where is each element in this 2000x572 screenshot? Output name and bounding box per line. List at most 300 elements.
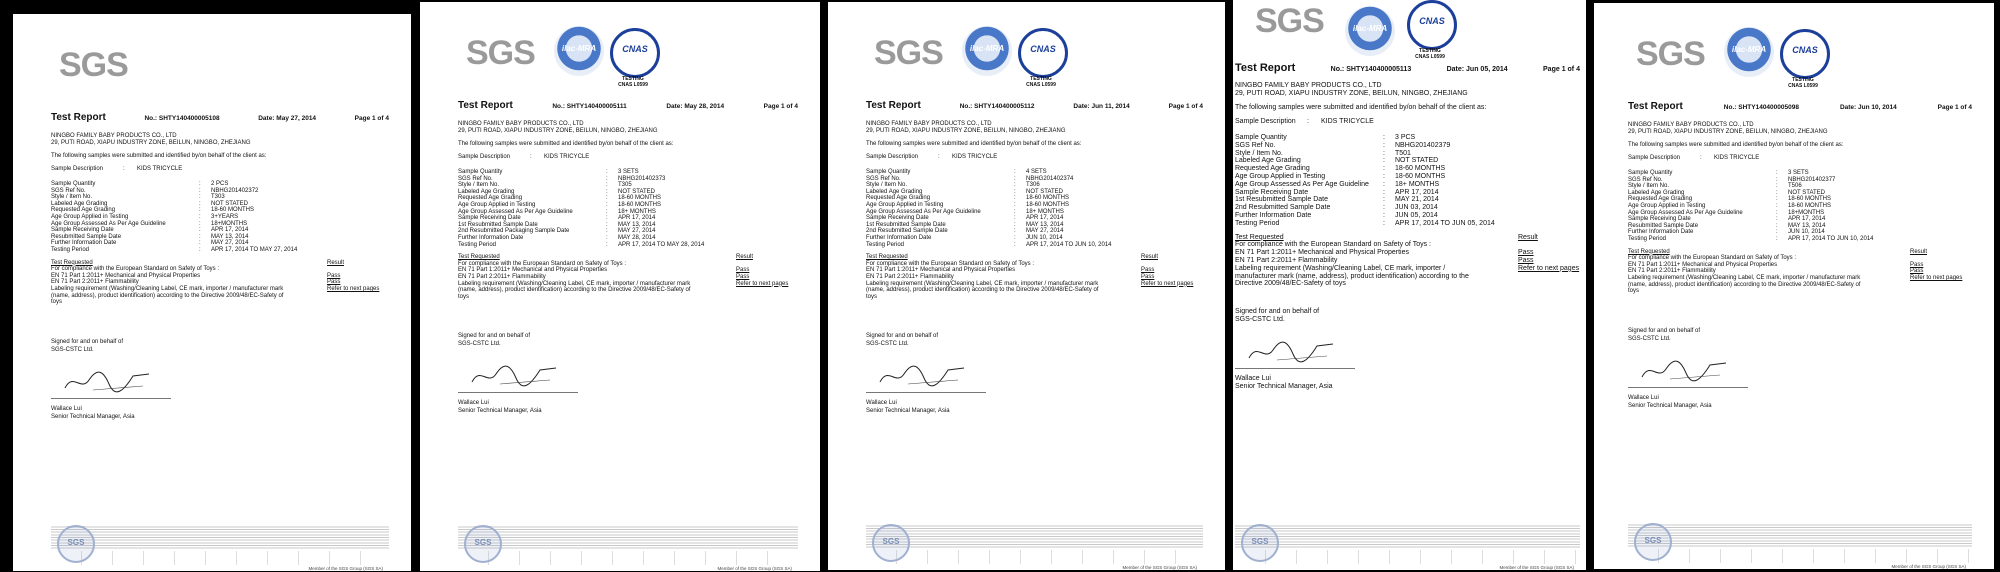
terms-fine-print: [1628, 523, 1972, 547]
compliance-statement: For compliance with the European Standard on Safety of Toys :: [1235, 241, 1431, 249]
info-row: Labeled Age Grading : NOT STATED: [1235, 157, 1580, 165]
member-note: Member of the SGS Group (SGS SA): [308, 566, 383, 571]
cnas-testing-label: TESTING CNAS L0599: [1026, 76, 1056, 88]
report-number: No.: SHTY140400005113: [1330, 66, 1412, 73]
signed-org: SGS-CSTC Ltd.: [51, 346, 94, 353]
result-refer: Refer to next pages: [1518, 264, 1580, 272]
ilac-mra-logo: ilac-MRA: [962, 26, 1012, 76]
sample-description-value: KIDS TRICYCLE: [137, 166, 183, 172]
info-row: Style / Item No. : T306: [866, 182, 1203, 189]
result-pass: Pass: [736, 267, 750, 274]
test-report-page: [1233, 0, 1586, 570]
info-value: 18-60 MONTHS: [211, 207, 255, 214]
info-label: Resubmitted Sample Date: [51, 233, 122, 240]
info-row: Sample Quantity : 2 PCS: [51, 181, 389, 188]
info-value: APR 17, 2014: [618, 215, 656, 222]
test-labeling: Labeling requirement (Washing/Cleaning Label, CE mark, importer / manufacturer mark (name, address), product identification) according to the Directive 2009/48/EC-Safety of toys: [866, 280, 1099, 300]
test-part2: EN 71 Part 2:2011+ Flammability: [51, 279, 139, 286]
info-value: MAY 27, 2014: [618, 228, 656, 235]
test-part1: EN 71 Part 1:2011+ Mechanical and Physical Properties: [51, 272, 201, 279]
info-row: SGS Ref No. : NBHG201402377: [1628, 177, 1972, 184]
sample-description-value: KIDS TRICYCLE: [1714, 155, 1760, 161]
sample-description: Sample Description : KIDS TRICYCLE: [458, 154, 590, 160]
info-row: SGS Ref No. : NBHG201402373: [458, 176, 798, 183]
compliance-statement: For compliance with the European Standard on Safety of Toys :: [51, 266, 219, 273]
sample-description-value: KIDS TRICYCLE: [1321, 118, 1374, 125]
info-row: Age Group Applied in Testing : 18-60 MONTHS: [458, 202, 798, 209]
report-number: No.: SHTY140400005112: [959, 103, 1035, 110]
info-row: Resubmitted Sample Date : MAY 13, 2014: [51, 234, 389, 241]
info-value: JUN 10, 2014: [1788, 229, 1825, 236]
info-row: SGS Ref No. : NBHG201402374: [866, 176, 1203, 183]
test-requested-heading: Test Requested: [866, 254, 908, 261]
info-row: Age Group Assessed As Per Age Guideline : 18+MONTHS: [1628, 210, 1972, 217]
test-part1: EN 71 Part 1:2011+ Mechanical and Physical Properties: [866, 267, 1016, 274]
info-value: MAY 13, 2014: [1026, 221, 1064, 228]
info-row: 1st Resubmitted Sample Date : MAY 13, 2014: [866, 222, 1203, 229]
submitted-statement: The following samples were submitted and identified by/on behalf of the client as:: [866, 141, 1082, 147]
signer-name: Wallace Lui: [51, 405, 82, 412]
info-row: SGS Ref No. : NBHG201402372: [51, 188, 389, 195]
info-row: Further Information Date : JUN 10, 2014: [1628, 229, 1972, 236]
sgs-logo: SGS: [1255, 2, 1324, 40]
info-label: Sample Receiving Date: [51, 227, 114, 234]
terms-fine-print: [866, 524, 1203, 548]
info-row: Requested Age Grading : 18-60 MONTHS: [866, 195, 1203, 202]
info-label: Testing Period: [866, 241, 905, 248]
info-label: Sample Receiving Date: [1235, 188, 1309, 196]
info-value: NOT STATED: [1026, 188, 1064, 195]
ilac-mra-logo: ilac-MRA: [1724, 27, 1774, 77]
report-header: [866, 24, 1203, 100]
sgs-logo: SGS: [1636, 35, 1705, 73]
info-value: 18-60 MONTHS: [1026, 201, 1070, 208]
sample-info-table: [458, 169, 798, 248]
test-part1: EN 71 Part 1:2011+ Mechanical and Physical Properties: [458, 267, 608, 274]
sgs-logo: SGS: [466, 34, 535, 72]
cnas-logo: CNAS: [1780, 29, 1830, 79]
info-label: 1st Resubmitted Sample Date: [866, 221, 946, 228]
info-row: Testing Period : APR 17, 2014 TO JUN 10, 2014: [866, 242, 1203, 249]
test-part2: EN 71 Part 2:2011+ Flammability: [1628, 268, 1716, 275]
test-requested-block: [51, 260, 389, 306]
result-heading: Result: [1518, 233, 1538, 241]
info-value: APR 17, 2014 TO JUN 10, 2014: [1026, 241, 1112, 248]
info-label: Style / Item No.: [1628, 183, 1670, 190]
info-label: SGS Ref No.: [51, 187, 86, 194]
signature: [866, 352, 986, 393]
info-row: Age Group Applied in Testing : 18-60 MONTHS: [1235, 173, 1580, 181]
info-row: Testing Period : APR 17, 2014 TO JUN 05, 2014: [1235, 220, 1580, 228]
test-report-page: [13, 14, 411, 571]
result-pass: Pass: [327, 279, 341, 286]
info-row: Labeled Age Grading : NOT STATED: [458, 189, 798, 196]
info-value: APR 17, 2014 TO MAY 28, 2014: [618, 241, 705, 248]
info-label: SGS Ref No.: [1235, 141, 1276, 149]
info-value: NBHG201402377: [1788, 176, 1836, 183]
signature: [1235, 328, 1355, 369]
signed-for-label: Signed for and on behalf of: [1235, 308, 1320, 316]
info-row: 1st Resubmitted Sample Date : MAY 13, 2014: [458, 222, 798, 229]
info-row: Further Information Date : JUN 05, 2014: [1235, 212, 1580, 220]
report-title-row: [51, 112, 389, 123]
info-label: Resubmitted Sample Date: [1628, 222, 1699, 229]
test-report-page: [828, 2, 1225, 570]
sample-description: Sample Description : KIDS TRICYCLE: [1628, 155, 1760, 161]
info-label: Age Group Applied in Testing: [51, 213, 129, 220]
sgs-logo: SGS: [874, 34, 943, 72]
info-value: 18-60 MONTHS: [1026, 195, 1070, 202]
info-value: 18+MONTHS: [211, 220, 248, 227]
result-heading: Result: [327, 259, 345, 266]
info-row: Requested Age Grading : 18-60 MONTHS: [51, 207, 389, 214]
sample-description: Sample Description : KIDS TRICYCLE: [51, 166, 183, 172]
info-value: 3 SETS: [1788, 170, 1809, 176]
info-label: Further Information Date: [1235, 211, 1312, 219]
result-pass: Pass: [1141, 267, 1155, 274]
client-address: 29, PUTI ROAD, XIAPU INDUSTRY ZONE, BEILUN, NINGBO, ZHEJIANG: [51, 140, 251, 146]
sgs-stamp-icon: SGS: [872, 524, 910, 562]
info-row: Age Group Assessed As Per Age Guideline : 18+ MONTHS: [866, 209, 1203, 216]
signer-name: Wallace Lui: [1628, 394, 1659, 401]
info-value: T501: [1395, 149, 1411, 157]
info-label: Labeled Age Grading: [51, 200, 108, 207]
signed-org: SGS-CSTC Ltd.: [866, 341, 909, 348]
signed-org: SGS-CSTC Ltd.: [1235, 316, 1285, 324]
test-requested-block: [1235, 234, 1580, 289]
info-row: Testing Period : APR 17, 2014 TO MAY 28, 2014: [458, 242, 798, 249]
info-label: Age Group Assessed As Per Age Guideline: [1628, 209, 1743, 216]
terms-fine-print: [51, 525, 389, 549]
signer-title: Senior Technical Manager, Asia: [1235, 383, 1333, 391]
test-part2: EN 71 Part 2:2011+ Flammability: [866, 273, 954, 280]
info-row: Age Group Assessed As Per Age Guideline : 18+ MONTHS: [458, 209, 798, 216]
info-row: Requested Age Grading : 18-60 MONTHS: [1628, 196, 1972, 203]
info-label: Further Information Date: [866, 234, 932, 241]
sgs-stamp-icon: SGS: [464, 525, 502, 563]
info-value: 18-60 MONTHS: [1788, 196, 1832, 203]
result-pass: Pass: [1141, 273, 1155, 280]
info-row: Sample Receiving Date : APR 17, 2014: [1628, 216, 1972, 223]
info-label: Labeled Age Grading: [1235, 157, 1301, 165]
report-header: [1235, 0, 1580, 62]
info-value: MAY 13, 2014: [211, 233, 249, 240]
signature-block: [51, 338, 389, 421]
info-label: Requested Age Grading: [51, 207, 116, 214]
test-report-page: [420, 2, 820, 571]
info-value: 18-60 MONTHS: [1395, 165, 1446, 173]
info-value: NBHG201402379: [1395, 141, 1451, 149]
test-labeling: Labeling requirement (Washing/Cleaning Label, CE mark, importer / manufacturer mark (name, address), product identification) according to the Directive 2009/48/EC-Safety of toys: [1235, 264, 1469, 288]
footer-contacts: [51, 551, 389, 565]
sgs-logo: SGS: [59, 46, 128, 84]
info-value: NBHG201402372: [211, 187, 259, 194]
sample-info-table: [51, 181, 389, 254]
signer-name: Wallace Lui: [458, 400, 489, 407]
info-row: Further Information Date : MAY 28, 2014: [458, 235, 798, 242]
test-part2: EN 71 Part 2:2011+ Flammability: [458, 273, 546, 280]
result-pass: Pass: [1518, 249, 1534, 257]
info-row: Style / Item No. : T506: [1628, 183, 1972, 190]
test-part1: EN 71 Part 1:2011+ Mechanical and Physical Properties: [1235, 249, 1409, 257]
info-row: Sample Quantity : 3 PCS: [1235, 134, 1580, 142]
client-name: NINGBO FAMILY BABY PRODUCTS CO., LTD: [1628, 122, 1754, 128]
result-refer: Refer to next pages: [1910, 274, 1963, 281]
info-row: Age Group Assessed As Per Age Guideline : 18+ MONTHS: [1235, 181, 1580, 189]
info-value: APR 17, 2014: [1026, 215, 1064, 222]
info-label: Testing Period: [1628, 235, 1667, 242]
info-value: 18+MONTHS: [1788, 209, 1825, 216]
info-label: Requested Age Grading: [458, 195, 523, 202]
info-label: Age Group Assessed As Per Age Guideline: [51, 220, 166, 227]
info-label: Age Group Assessed As Per Age Guideline: [458, 208, 573, 215]
footer-contacts: [1628, 549, 1972, 563]
info-row: Requested Age Grading : 18-60 MONTHS: [1235, 165, 1580, 173]
cnas-logo: CNAS: [1407, 0, 1457, 50]
info-row: Sample Receiving Date : APR 17, 2014: [458, 215, 798, 222]
client-block: [1235, 82, 1580, 98]
info-label: Further Information Date: [51, 240, 117, 247]
signer-title: Senior Technical Manager, Asia: [866, 408, 950, 415]
report-title-row: [866, 100, 1203, 111]
signature-block: [866, 332, 1203, 415]
info-value: MAY 13, 2014: [618, 221, 656, 228]
signed-org: SGS-CSTC Ltd.: [1628, 335, 1671, 342]
info-row: Sample Receiving Date : APR 17, 2014: [51, 227, 389, 234]
signature-block: [458, 332, 798, 415]
signer-title: Senior Technical Manager, Asia: [1628, 402, 1712, 409]
info-label: Testing Period: [1235, 219, 1280, 227]
member-note: Member of the SGS Group (SGS SA): [1122, 565, 1197, 570]
info-row: Style / Item No. : T303: [51, 194, 389, 201]
info-label: Age Group Applied in Testing: [1628, 202, 1706, 209]
info-row: Sample Quantity : 3 SETS: [1628, 170, 1972, 177]
footer-contacts: [458, 551, 798, 565]
info-label: Further Information Date: [458, 234, 524, 241]
report-title: Test Report: [51, 112, 106, 123]
result-pass: Pass: [327, 272, 341, 279]
footer-contacts: [1235, 550, 1580, 564]
result-pass: Pass: [1518, 256, 1534, 264]
sgs-stamp-icon: SGS: [1241, 524, 1279, 562]
terms-fine-print: [458, 525, 798, 549]
member-note: Member of the SGS Group (SGS SA): [1499, 565, 1574, 570]
info-row: Testing Period : APR 17, 2014 TO JUN 10, 2014: [1628, 236, 1972, 243]
report-title: Test Report: [1235, 62, 1296, 74]
compliance-statement: For compliance with the European Standard on Safety of Toys :: [458, 260, 626, 267]
info-row: Age Group Applied in Testing : 18-60 MONTHS: [866, 202, 1203, 209]
info-label: 1st Resubmitted Sample Date: [458, 221, 538, 228]
client-block: [458, 121, 798, 135]
info-value: MAY 21, 2014: [1395, 196, 1439, 204]
signer-title: Senior Technical Manager, Asia: [51, 413, 135, 420]
compliance-statement: For compliance with the European Standard on Safety of Toys :: [1628, 255, 1796, 262]
signature-block: [1628, 327, 1972, 410]
client-name: NINGBO FAMILY BABY PRODUCTS CO., LTD: [866, 121, 992, 127]
info-value: MAY 27, 2014: [211, 240, 249, 247]
client-name: NINGBO FAMILY BABY PRODUCTS CO., LTD: [1235, 82, 1382, 89]
page-number: Page 1 of 4: [1168, 103, 1203, 110]
info-label: Age Group Assessed As Per Age Guideline: [866, 208, 981, 215]
client-address: 29, PUTI ROAD, XIAPU INDUSTRY ZONE, BEILUN, NINGBO, ZHEJIANG: [1235, 90, 1468, 97]
info-label: SGS Ref No.: [1628, 176, 1663, 183]
result-refer: Refer to next pages: [327, 285, 380, 292]
info-row: 2nd Resubmitted Packaging Sample Date : MAY 27, 2014: [458, 228, 798, 235]
info-label: Sample Receiving Date: [866, 215, 929, 222]
sgs-stamp-icon: SGS: [57, 525, 95, 563]
report-header: [458, 24, 798, 100]
signature: [51, 358, 171, 399]
info-row: Requested Age Grading : 18-60 MONTHS: [458, 195, 798, 202]
info-row: Style / Item No. : T501: [1235, 150, 1580, 158]
footer-contacts: [866, 550, 1203, 564]
info-value: JUN 10, 2014: [1026, 234, 1063, 241]
info-label: Testing Period: [458, 241, 497, 248]
report-date: Date: May 27, 2014: [258, 115, 317, 122]
info-row: Sample Receiving Date : APR 17, 2014: [1235, 189, 1580, 197]
sample-info-table: [1628, 170, 1972, 243]
client-name: NINGBO FAMILY BABY PRODUCTS CO., LTD: [51, 133, 177, 139]
ilac-mra-logo: ilac-MRA: [554, 26, 604, 76]
info-label: Testing Period: [51, 246, 90, 253]
info-value: MAY 27, 2014: [1026, 228, 1064, 235]
test-requested-block: [866, 254, 1203, 300]
info-value: NOT STATED: [1395, 157, 1439, 165]
sample-description-value: KIDS TRICYCLE: [952, 154, 998, 160]
signature: [458, 352, 578, 393]
info-label: Labeled Age Grading: [1628, 189, 1685, 196]
result-pass: Pass: [736, 273, 750, 280]
report-date: Date: Jun 11, 2014: [1073, 103, 1130, 110]
client-block: [51, 133, 389, 147]
info-value: 4 SETS: [1026, 169, 1047, 175]
info-label: SGS Ref No.: [458, 175, 493, 182]
info-label: Style / Item No.: [458, 182, 500, 189]
client-address: 29, PUTI ROAD, XIAPU INDUSTRY ZONE, BEILUN, NINGBO, ZHEJIANG: [866, 128, 1066, 134]
report-title: Test Report: [1628, 101, 1683, 112]
signed-for-label: Signed for and on behalf of: [1628, 327, 1701, 334]
info-label: Age Group Assessed As Per Age Guideline: [1235, 180, 1369, 188]
result-pass: Pass: [1910, 261, 1924, 268]
report-header: [1628, 25, 1972, 101]
info-row: Labeled Age Grading : NOT STATED: [1628, 190, 1972, 197]
signed-for-label: Signed for and on behalf of: [866, 333, 939, 340]
test-labeling: Labeling requirement (Washing/Cleaning Label, CE mark, importer / manufacturer mark (name, address), product identification) according to the Directive 2009/48/EC-Safety of toys: [1628, 274, 1861, 295]
info-label: 1st Resubmitted Sample Date: [1235, 196, 1328, 204]
info-value: T306: [1026, 182, 1040, 189]
signed-org: SGS-CSTC Ltd.: [458, 341, 501, 348]
info-value: T303: [211, 194, 225, 201]
submitted-statement: The following samples were submitted and identified by/on behalf of the client as:: [458, 141, 674, 147]
client-address: 29, PUTI ROAD, XIAPU INDUSTRY ZONE, BEILUN, NINGBO, ZHEJIANG: [1628, 129, 1828, 135]
result-heading: Result: [1141, 254, 1159, 261]
info-value: 18-60 MONTHS: [618, 195, 662, 202]
test-part1: EN 71 Part 1:2011+ Mechanical and Physical Properties: [1628, 261, 1778, 268]
report-date: Date: Jun 10, 2014: [1839, 104, 1897, 111]
report-header: [51, 36, 389, 112]
client-name: NINGBO FAMILY BABY PRODUCTS CO., LTD: [458, 121, 584, 127]
info-value: 18-60 MONTHS: [618, 201, 662, 208]
info-label: Style / Item No.: [1235, 149, 1283, 157]
info-row: Age Group Assessed As Per Age Guideline : 18+MONTHS: [51, 221, 389, 228]
info-label: Age Group Applied in Testing: [458, 201, 536, 208]
info-label: Sample Quantity: [1628, 170, 1673, 176]
signature-block: [1235, 308, 1580, 391]
test-labeling: Labeling requirement (Washing/Cleaning Label, CE mark, importer / manufacturer mark (name, address), product identification) according to the Directive 2009/48/EC-Safety of toys: [458, 280, 691, 300]
info-label: Style / Item No.: [866, 182, 908, 189]
report-title: Test Report: [866, 100, 921, 111]
info-value: T305: [618, 182, 632, 189]
cnas-logo: CNAS: [1018, 28, 1068, 78]
info-value: MAY 28, 2014: [618, 234, 656, 241]
page-number: Page 1 of 4: [354, 115, 389, 122]
member-note: Member of the SGS Group (SGS SA): [717, 566, 792, 571]
test-part2: EN 71 Part 2:2011+ Flammability: [1235, 256, 1338, 264]
info-value: 3 SETS: [618, 169, 639, 175]
signed-for-label: Signed for and on behalf of: [458, 333, 531, 340]
info-row: 1st Resubmitted Sample Date : MAY 21, 2014: [1235, 196, 1580, 204]
report-title: Test Report: [458, 100, 513, 111]
info-row: Age Group Applied in Testing : 3+YEARS: [51, 214, 389, 221]
info-value: MAY 13, 2014: [1788, 222, 1826, 229]
cnas-testing-label: TESTING CNAS L0599: [1415, 48, 1445, 60]
info-label: SGS Ref No.: [866, 175, 901, 182]
info-value: T506: [1788, 183, 1802, 190]
page-number: Page 1 of 4: [763, 103, 798, 110]
info-value: 18-60 MONTHS: [1788, 202, 1832, 209]
info-value: APR 17, 2014 TO MAY 27, 2014: [211, 246, 298, 253]
info-value: 18-60 MONTHS: [1395, 172, 1446, 180]
result-pass: Pass: [1910, 268, 1924, 275]
test-requested-heading: Test Requested: [1235, 233, 1284, 241]
test-requested-heading: Test Requested: [458, 254, 500, 261]
signed-for-label: Signed for and on behalf of: [51, 338, 124, 345]
info-row: Further Information Date : JUN 10, 2014: [866, 235, 1203, 242]
info-label: Labeled Age Grading: [866, 188, 923, 195]
info-row: Sample Quantity : 3 SETS: [458, 169, 798, 176]
info-value: APR 17, 2014: [1788, 216, 1826, 223]
info-value: 18+ MONTHS: [618, 208, 656, 215]
signer-name: Wallace Lui: [1235, 375, 1271, 383]
result-refer: Refer to next pages: [736, 280, 789, 287]
info-value: 18+ MONTHS: [1395, 180, 1440, 188]
info-label: Sample Quantity: [1235, 134, 1287, 141]
page-number: Page 1 of 4: [1543, 66, 1580, 73]
info-value: NOT STATED: [618, 188, 656, 195]
info-row: 2nd Resubmitted Sample Date : MAY 27, 2014: [866, 228, 1203, 235]
info-value: NBHG201402374: [1026, 175, 1074, 182]
info-row: Sample Receiving Date : APR 17, 2014: [866, 215, 1203, 222]
info-label: Age Group Applied in Testing: [866, 201, 944, 208]
sample-info-table: [866, 169, 1203, 248]
report-number: No.: SHTY140400005111: [552, 103, 627, 110]
sample-description-value: KIDS TRICYCLE: [544, 154, 590, 160]
signer-title: Senior Technical Manager, Asia: [458, 408, 542, 415]
result-heading: Result: [1910, 248, 1928, 255]
info-label: Sample Quantity: [458, 169, 503, 175]
info-row: Labeled Age Grading : NOT STATED: [51, 201, 389, 208]
terms-fine-print: [1235, 524, 1580, 548]
info-label: Sample Quantity: [866, 169, 911, 175]
info-row: Resubmitted Sample Date : MAY 13, 2014: [1628, 223, 1972, 230]
report-title-row: [458, 100, 798, 111]
page-number: Page 1 of 4: [1937, 104, 1972, 111]
info-value: NBHG201402373: [618, 175, 666, 182]
ilac-mra-logo: ilac-MRA: [1345, 6, 1395, 56]
info-value: APR 17, 2014: [211, 227, 249, 234]
sample-description: Sample Description : KIDS TRICYCLE: [866, 154, 998, 160]
report-title-row: [1628, 101, 1972, 112]
